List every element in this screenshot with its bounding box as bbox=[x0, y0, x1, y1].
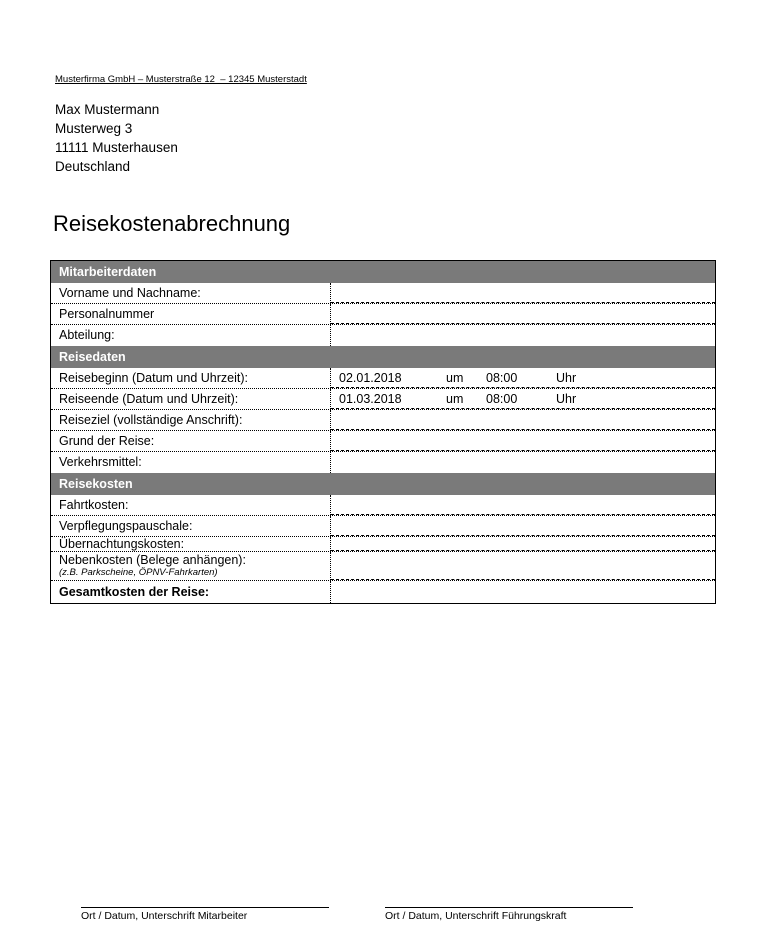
clock-label: Uhr bbox=[556, 370, 577, 385]
recipient-city: 11111 Musterhausen bbox=[55, 140, 178, 155]
field-label: Nebenkosten (Belege anhängen): (z.B. Parkscheine, ÖPNV-Fahrkarten) bbox=[51, 552, 331, 580]
reisebeginn-field[interactable] bbox=[331, 368, 715, 388]
signature-employee: Ort / Datum, Unterschrift Mitarbeiter bbox=[81, 907, 329, 922]
form-row-reisebeginn bbox=[51, 368, 715, 389]
section-header-mitarbeiterdaten: Mitarbeiterdaten bbox=[51, 261, 715, 283]
form-row-verpflegung bbox=[51, 516, 715, 537]
recipient-street: Musterweg 3 bbox=[55, 121, 133, 136]
form-row-reiseende bbox=[51, 389, 715, 410]
field-label: Reisebeginn (Datum und Uhrzeit): bbox=[51, 368, 331, 388]
personalnummer-field[interactable] bbox=[331, 304, 715, 324]
form-row-name bbox=[51, 283, 715, 304]
expense-form bbox=[50, 260, 716, 604]
form-row-verkehrsmittel bbox=[51, 452, 715, 473]
nebenkosten-field[interactable] bbox=[331, 552, 715, 580]
field-hint: (z.B. Parkscheine, ÖPNV-Fahrkarten) bbox=[59, 567, 218, 578]
start-time: 08:00 bbox=[486, 370, 518, 385]
at-label: um bbox=[446, 391, 464, 406]
gesamtkosten-field[interactable] bbox=[331, 581, 715, 603]
form-row-nebenkosten bbox=[51, 552, 715, 581]
field-label: Abteilung: bbox=[51, 325, 331, 346]
document-title: Reisekostenabrechnung bbox=[53, 211, 291, 236]
recipient-address bbox=[55, 100, 178, 176]
field-label: Reiseende (Datum und Uhrzeit): bbox=[51, 389, 331, 409]
verpflegung-field[interactable] bbox=[331, 516, 715, 536]
reiseziel-field[interactable] bbox=[331, 410, 715, 430]
uebernachtung-field[interactable] bbox=[331, 537, 715, 551]
end-time: 08:00 bbox=[486, 391, 518, 406]
form-row-personalnummer bbox=[51, 304, 715, 325]
form-row-reiseziel bbox=[51, 410, 715, 431]
verkehrsmittel-field[interactable] bbox=[331, 452, 715, 473]
field-label: Reiseziel (vollständige Anschrift): bbox=[51, 410, 331, 430]
section-header-reisekosten: Reisekosten bbox=[51, 473, 715, 495]
section-header-reisedaten: Reisedaten bbox=[51, 346, 715, 368]
end-date: 01.03.2018 bbox=[339, 391, 402, 406]
at-label: um bbox=[446, 370, 464, 385]
field-label: Übernachtungskosten: bbox=[51, 537, 331, 551]
reiseende-field[interactable] bbox=[331, 389, 715, 409]
field-label: Verpflegungspauschale: bbox=[51, 516, 331, 536]
field-label: Verkehrsmittel: bbox=[51, 452, 331, 473]
sender-address-line: Musterfirma GmbH – Musterstraße 12 – 12345 Musterstadt bbox=[55, 74, 307, 85]
recipient-name: Max Mustermann bbox=[55, 102, 160, 117]
field-label: Grund der Reise: bbox=[51, 431, 331, 451]
abteilung-field[interactable] bbox=[331, 325, 715, 346]
recipient-country: Deutschland bbox=[55, 159, 131, 174]
grund-field[interactable] bbox=[331, 431, 715, 451]
form-row-uebernachtung bbox=[51, 537, 715, 552]
form-row-gesamtkosten bbox=[51, 581, 715, 603]
field-label: Vorname und Nachname: bbox=[51, 283, 331, 303]
field-label: Personalnummer bbox=[51, 304, 331, 324]
fahrtkosten-field[interactable] bbox=[331, 495, 715, 515]
signature-manager: Ort / Datum, Unterschrift Führungskraft bbox=[385, 907, 633, 922]
form-row-grund bbox=[51, 431, 715, 452]
form-row-abteilung bbox=[51, 325, 715, 346]
field-label: Gesamtkosten der Reise: bbox=[51, 581, 331, 603]
clock-label: Uhr bbox=[556, 391, 577, 406]
start-date: 02.01.2018 bbox=[339, 370, 402, 385]
field-label: Fahrtkosten: bbox=[51, 495, 331, 515]
form-row-fahrtkosten bbox=[51, 495, 715, 516]
name-field[interactable] bbox=[331, 283, 715, 303]
